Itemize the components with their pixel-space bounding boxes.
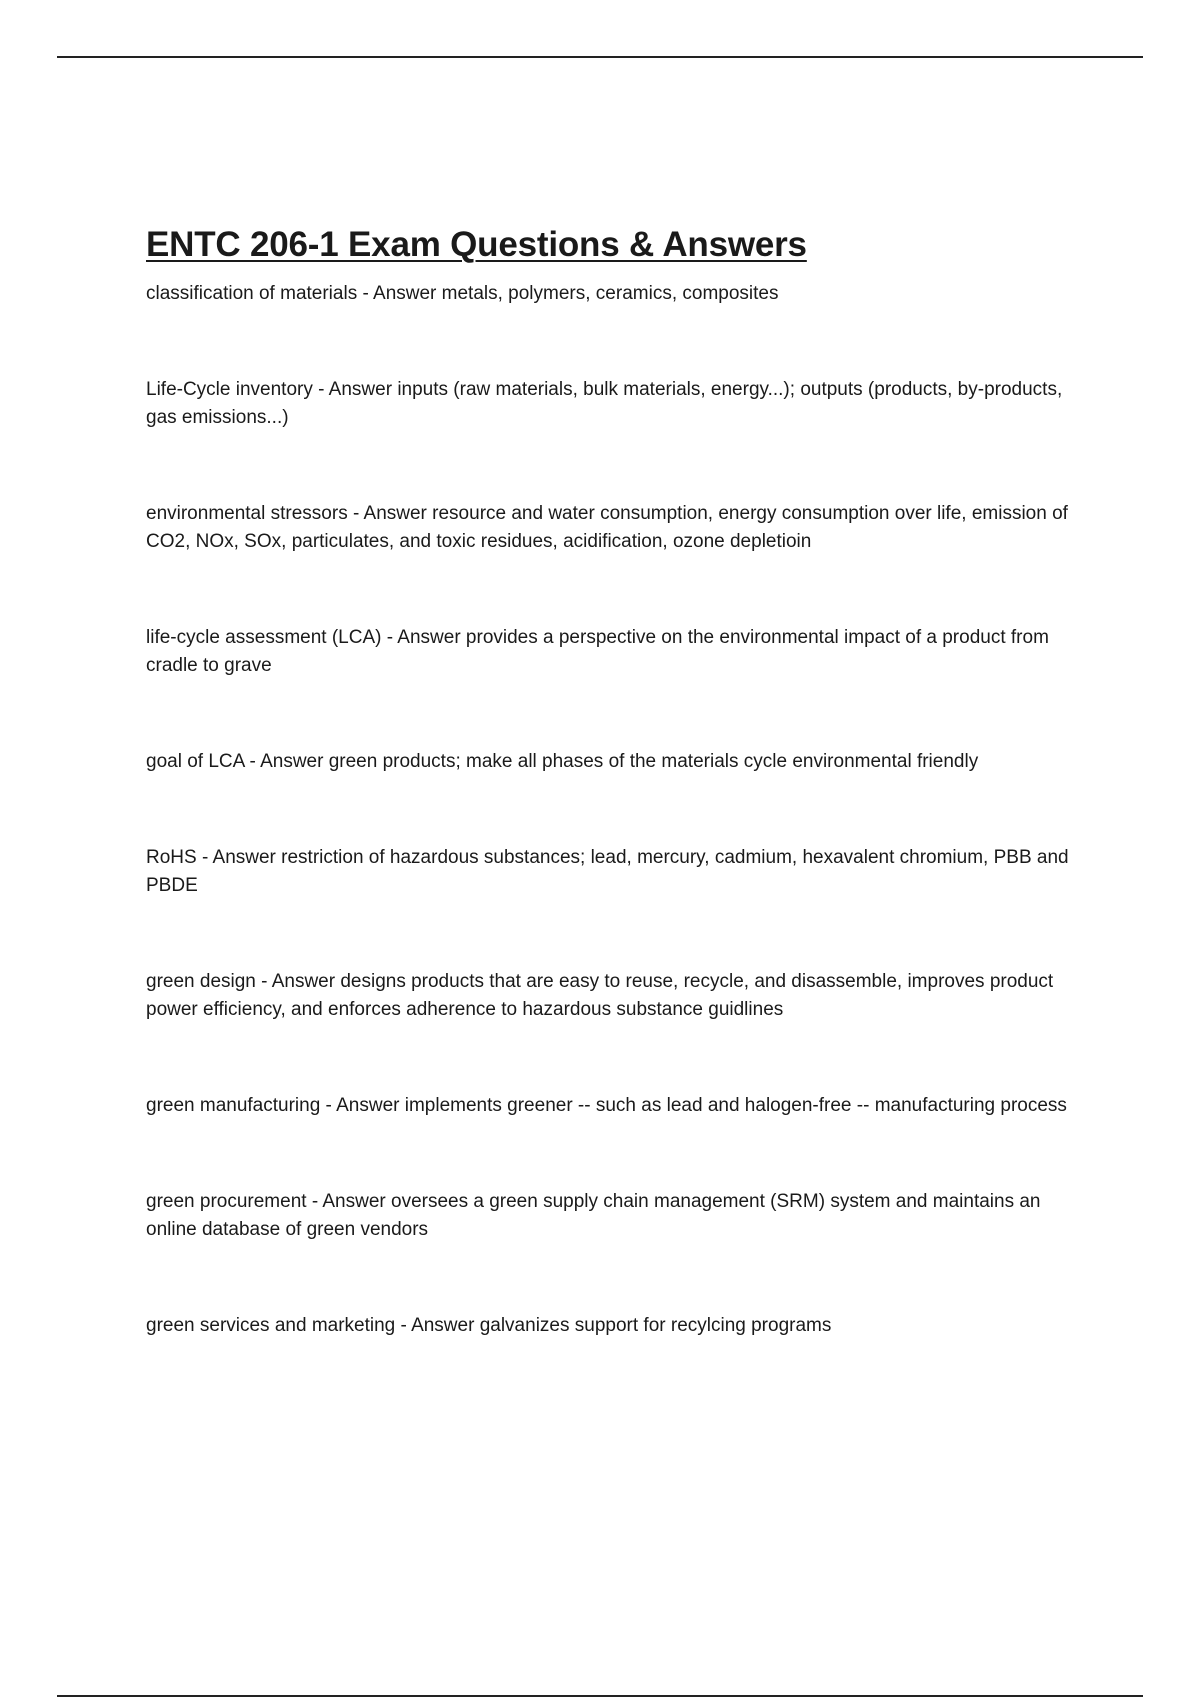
qa-item: life-cycle assessment (LCA) - Answer provides a perspective on the environmental impact of a product from cradle to grave (146, 627, 1049, 676)
header-rule (57, 56, 1143, 58)
qa-item: classification of materials - Answer metals, polymers, ceramics, composites (146, 283, 779, 304)
qa-item: green design - Answer designs products that are easy to reuse, recycle, and disassemble, improves product power efficiency, and enforces adherence to hazardous substance guidlines (146, 971, 1054, 1020)
qa-item: green procurement - Answer oversees a green supply chain management (SRM) system and maintains an online database of green vendors (146, 1191, 1041, 1240)
qa-item: RoHS - Answer restriction of hazardous substances; lead, mercury, cadmium, hexavalent chromium, PBB and PBDE (146, 847, 1069, 896)
qa-item: Life-Cycle inventory - Answer inputs (raw materials, bulk materials, energy...); outputs (products, by-products, gas emissions...) (146, 379, 1063, 428)
qa-item: green services and marketing - Answer galvanizes support for recylcing programs (146, 1315, 832, 1336)
document-body (146, 224, 1096, 1408)
document-title: ENTC 206-1 Exam Questions & Answers (146, 225, 807, 264)
qa-item: green manufacturing - Answer implements greener -- such as lead and halogen-free -- manufacturing process (146, 1095, 1067, 1116)
qa-item: environmental stressors - Answer resource and water consumption, energy consumption over life, emission of CO2, NOx, SOx, particulates, and toxic residues, acidification, ozone depletioin (146, 503, 1068, 552)
qa-list (146, 280, 1096, 1340)
qa-item: goal of LCA - Answer green products; make all phases of the materials cycle environmental friendly (146, 751, 979, 772)
footer-rule (57, 1695, 1143, 1697)
